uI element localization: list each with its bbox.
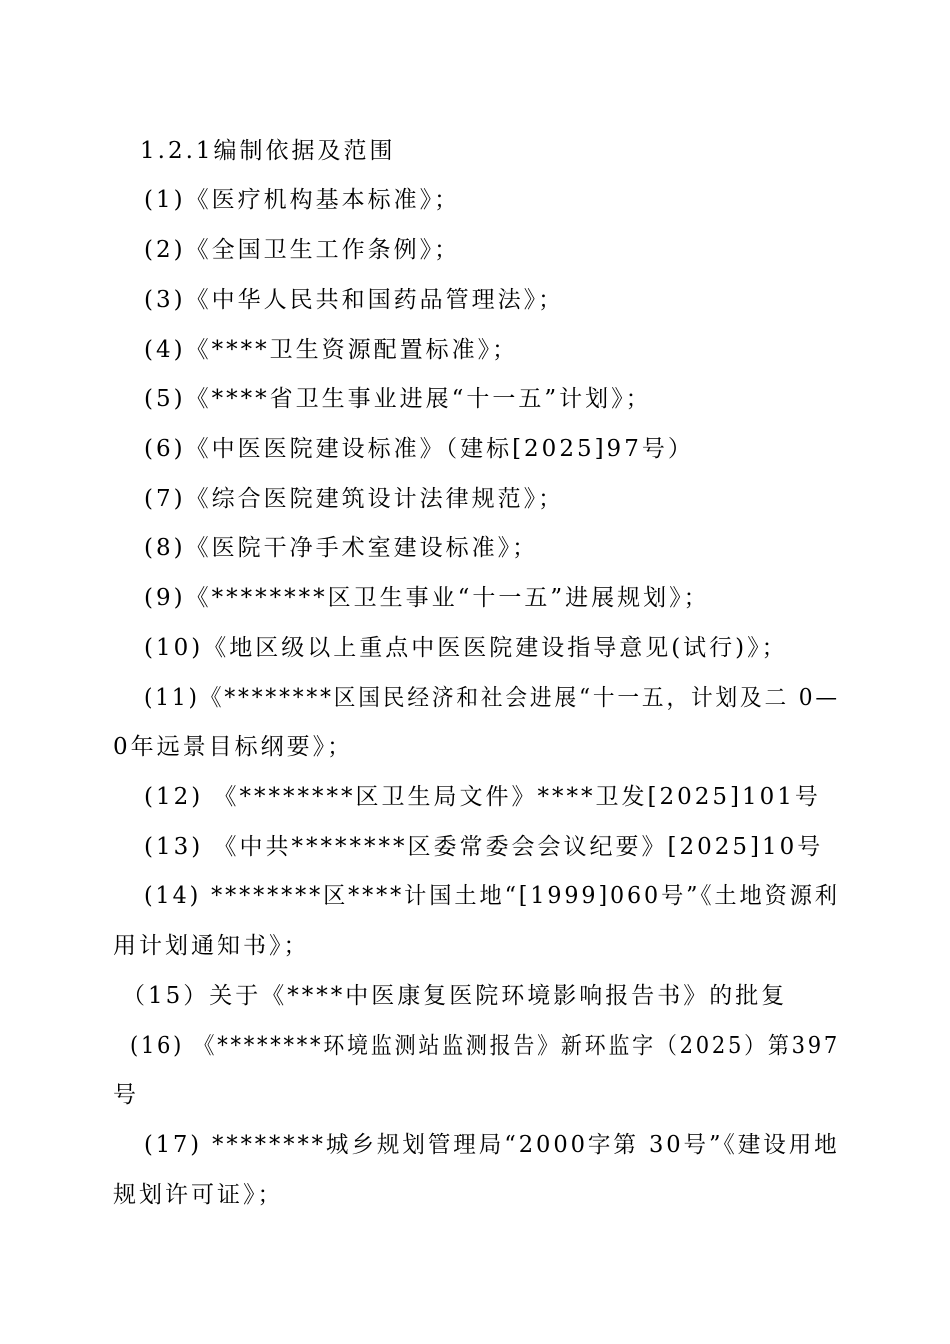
reference-item-4: (4)《****卫生资源配置标准》； [144,337,519,363]
reference-item-5: (5)《****省卫生事业进展“十一五”计划》； [144,386,652,412]
reference-item-7: (7)《综合医院建筑设计法律规范》； [144,486,565,512]
section-heading: 1.2.1编制依据及范围 [140,138,396,164]
reference-item-17-continued: 规划许可证》； [113,1182,284,1208]
reference-item-10: (10)《地区级以上重点中医医院建设指导意见(试行)》； [144,635,788,661]
reference-item-16-continued: 号 [113,1082,139,1108]
reference-item-6: (6)《中医医院建设标准》（建标[2025]97号） [144,436,694,462]
reference-item-9: (9)《********区卫生事业“十一五”进展规划》； [144,585,710,611]
reference-item-16: (16) 《********环境监测站监测报告》新环监字（2025）第397 [130,1033,840,1059]
reference-item-1: (1)《医疗机构基本标准》； [144,187,461,213]
reference-item-13: (13) 《中共********区委常委会会议纪要》[2025]10号 [144,834,824,860]
reference-item-14: (14) ********区****计国土地“[1999]060号”《土地资源利 [144,883,840,909]
reference-item-14-continued: 用计划通知书》； [113,933,310,959]
reference-item-2: (2)《全国卫生工作条例》； [144,237,461,263]
reference-item-11-continued: 0年远景目标纲要》； [113,734,354,760]
reference-item-3: (3)《中华人民共和国药品管理法》； [144,287,565,313]
reference-item-12: (12) 《********区卫生局文件》****卫发[2025]101号 [144,784,821,810]
reference-item-11: (11)《********区国民经济和社会进展“十一五，计划及二 0— [144,685,840,711]
reference-item-8: (8)《医院干净手术室建设标准》； [144,535,539,561]
reference-item-15: （15）关于《****中医康复医院环境影响报告书》的批复 [122,983,788,1009]
reference-item-17: (17) ********城乡规划管理局“2000字第 30号”《建设用地 [144,1132,840,1158]
